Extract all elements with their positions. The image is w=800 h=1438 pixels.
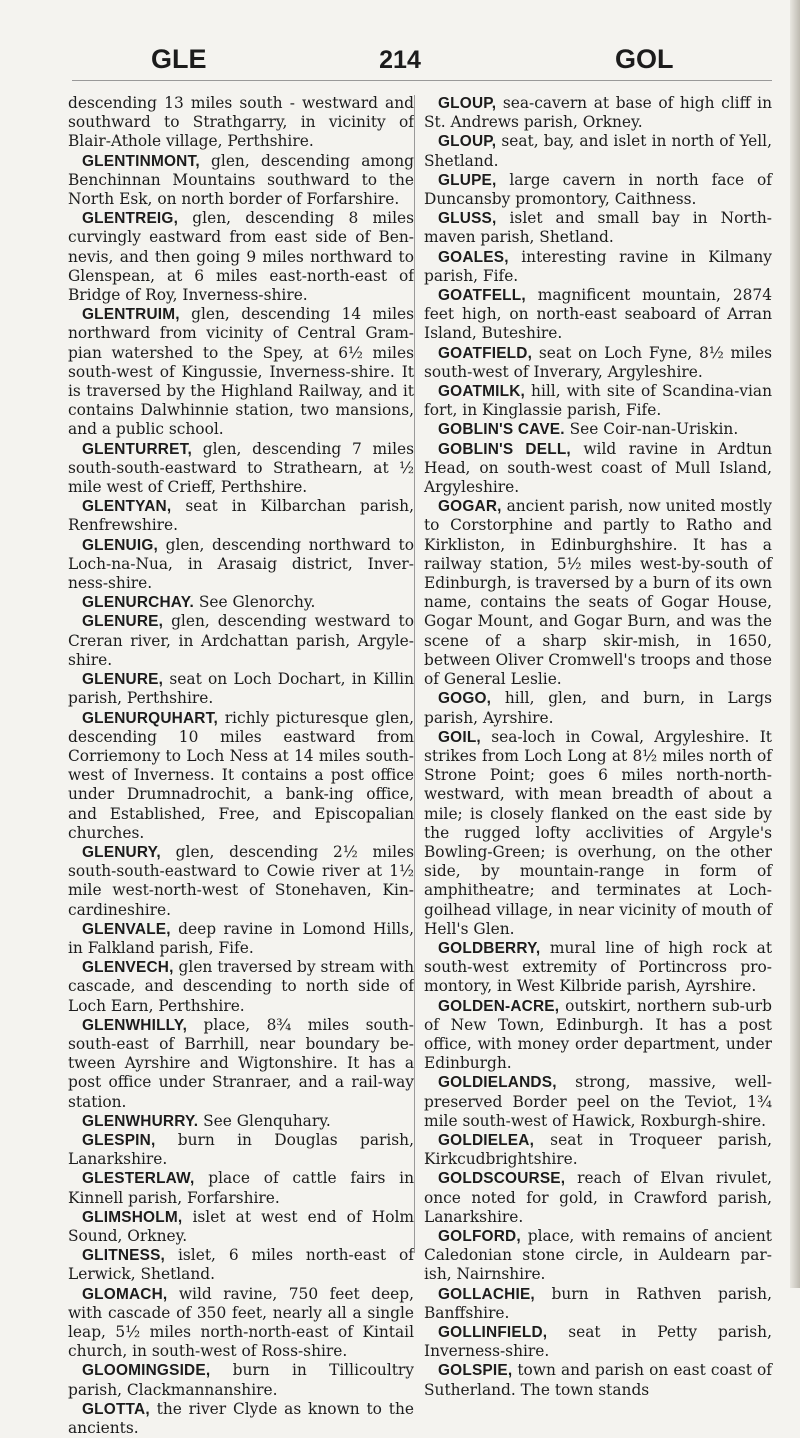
dictionary-entry xyxy=(424,1227,772,1285)
entry-text: burn in Tillicoultry parish, Clackmannanshire. xyxy=(68,1361,414,1399)
entry-text: glen, descending 2½ miles south-south-eastward to Cowie river at 1½ mile west-north-west of Stonehaven, Kin-cardineshire. xyxy=(68,842,414,919)
dictionary-entry xyxy=(424,209,772,247)
dictionary-entry xyxy=(68,612,414,670)
dictionary-entry xyxy=(424,94,772,132)
dictionary-entry xyxy=(424,132,772,170)
entry-text: glen, descending 8 miles curvingly eastward from east side of Ben-nevis, and then going 9 miles northward to Glenspean, at 6 miles east-north-east of Bridge of Roy, Inverness-shire. xyxy=(68,209,414,305)
entry-headword: GLENURE, xyxy=(82,671,164,689)
entry-headword: GOATFIELD, xyxy=(438,344,533,362)
entry-text: See Glenorchy. xyxy=(193,593,316,612)
dictionary-entry xyxy=(424,1323,772,1361)
header-left-guide-word: GLE xyxy=(151,44,207,74)
entry-headword: GLOTTA, xyxy=(82,1400,150,1418)
entry-text: glen traversed by stream with cascade, and descending to north side of Loch Earn, Perthshire. xyxy=(68,958,414,1015)
dictionary-entry xyxy=(68,497,414,535)
entry-headword: GLENTREIG, xyxy=(82,210,179,228)
dictionary-entry xyxy=(68,1169,414,1207)
dictionary-entry xyxy=(68,958,414,1016)
entry-text: ancient parish, now united mostly to Corstorphine and partly to Ratho and Kirkliston, in Edinburghshire. It has a railway station, 5½ miles west-by-south of Edinburgh, is traversed by a burn of its own name, contains the seats of Gogar House, Gogar Mount, and Gogar Burn, and was the scene of a sharp skir-mish, in 1650, between Oliver Cromwell's troops and those of General Leslie. xyxy=(424,497,772,689)
dictionary-entry xyxy=(68,1131,414,1169)
entry-headword: GLENWHILLY, xyxy=(82,1016,188,1034)
entry-text: burn in Douglas parish, Lanarkshire. xyxy=(68,1130,414,1169)
entry-text: richly picturesque glen, descending 10 miles eastward from Corriemony to Loch Ness at 14 miles south-west of Inverness. It contains a post office under Drumnadrochit, a bank-ing office, and Established, Free, and Episcopalian churches. xyxy=(68,708,414,842)
entry-headword: GOGO, xyxy=(438,690,492,708)
entry-text: mural line of high rock at south-west extremity of Portincross pro-montory, in West Kilbride parish, Ayrshire. xyxy=(424,938,772,996)
page-number: 214 xyxy=(379,46,421,74)
dictionary-entry xyxy=(68,1246,414,1284)
header-rule xyxy=(72,80,772,81)
entry-text: interesting ravine in Kilmany parish, Fife. xyxy=(424,247,772,285)
entry-text: magnificent mountain, 2874 feet high, on north-east seaboard of Arran Island, Buteshire. xyxy=(424,286,772,343)
entry-headword: GLIMSHOLM, xyxy=(82,1208,183,1226)
dictionary-entry xyxy=(68,709,414,843)
entry-headword: GOALES, xyxy=(438,248,509,266)
dictionary-entry xyxy=(424,344,772,382)
entry-text: islet at west end of Holm Sound, Orkney. xyxy=(68,1207,414,1245)
entry-headword: GLOOMINGSIDE, xyxy=(82,1362,211,1380)
left-column xyxy=(68,94,414,1438)
entry-text: town and parish on east coast of Sutherland. The town stands xyxy=(424,1361,772,1399)
dictionary-entry xyxy=(68,536,414,594)
entry-text: wild ravine, 750 feet deep, with cascade of 350 feet, nearly all a single leap, 5½ miles north-north-east of Kintail church, in south-west of Ross-shire. xyxy=(68,1284,414,1361)
dictionary-entry xyxy=(424,1361,772,1399)
entry-text: seat on Loch Dochart, in Killin parish, Perthshire. xyxy=(68,670,414,708)
entry-headword: GLENURY, xyxy=(82,843,161,861)
entry-headword: GOLDBERRY, xyxy=(438,939,541,957)
dictionary-entry xyxy=(424,997,772,1074)
entry-headword: GOLSPIE, xyxy=(438,1362,513,1380)
entry-text: the river Clyde as known to the ancients. xyxy=(68,1399,414,1438)
dictionary-entry xyxy=(424,497,772,689)
entry-headword: GLOUP, xyxy=(438,95,497,112)
dictionary-entry xyxy=(424,286,772,344)
entry-headword: GLENVALE, xyxy=(82,920,171,938)
dictionary-entry xyxy=(68,1285,414,1362)
entry-headword: GLENUIG, xyxy=(82,536,158,554)
entry-text: place of cattle fairs in Kinnell parish, Forfarshire. xyxy=(68,1169,414,1207)
dictionary-entry xyxy=(424,382,772,420)
dictionary-entry xyxy=(68,670,414,708)
entry-text: outskirt, northern sub-urb of New Town, Edinburgh. It has a post office, with money order department, under Edinburgh. xyxy=(424,996,772,1073)
entry-headword: GOATMILK, xyxy=(438,383,526,401)
entry-headword: GOLDIELEA, xyxy=(438,1131,535,1149)
dictionary-entry xyxy=(68,1361,414,1399)
entry-text: islet and small bay in North-maven parish, Shetland. xyxy=(424,209,772,247)
entry-text: glen, descending among Benchinnan Mountains southward to the North Esk, on north border of Forfarshire. xyxy=(68,151,414,209)
entry-text: burn in Rathven parish, Banffshire. xyxy=(424,1284,772,1322)
entry-headword: GLUSS, xyxy=(438,210,497,228)
entry-headword: GLENTURRET, xyxy=(82,440,192,458)
entry-headword: GOLDEN-ACRE, xyxy=(438,997,560,1015)
entry-headword: GLESTERLAW, xyxy=(82,1170,195,1188)
entry-headword: GLESPIN, xyxy=(82,1131,156,1149)
entry-headword: GLOMACH, xyxy=(82,1285,168,1303)
entry-headword: GOGAR, xyxy=(438,498,502,516)
entry-text: hill, glen, and burn, in Largs parish, Ayrshire. xyxy=(424,689,772,727)
entry-text: sea-cavern at base of high cliff in St. Andrews parish, Orkney. xyxy=(424,94,772,132)
dictionary-entry xyxy=(68,152,414,210)
entry-text: seat in Petty parish, Inverness-shire. xyxy=(424,1323,772,1361)
entry-text: seat on Loch Fyne, 8½ miles south-west of Inverary, Argyleshire. xyxy=(424,343,772,381)
dictionary-entry xyxy=(424,1073,772,1131)
entry-headword: GLENWHURRY. xyxy=(82,1112,199,1130)
entry-headword: GLOUP, xyxy=(438,133,497,151)
entry-text: strong, massive, well-preserved Border peel on the Teviot, 1¾ mile south-west of Hawick, Roxburgh-shire. xyxy=(424,1073,772,1130)
entry-text: glen, descending northward to Loch-na-Nua, in Arasaig district, Inver-ness-shire. xyxy=(68,535,414,593)
entry-text: place, with remains of ancient Caledonian stone circle, in Auldearn par-ish, Nairnshire. xyxy=(424,1226,772,1284)
dictionary-entry xyxy=(68,305,414,439)
entry-headword: GOLDIELANDS, xyxy=(438,1074,557,1092)
entry-headword: GOIL, xyxy=(438,728,481,746)
entry-headword: GOLLACHIE, xyxy=(438,1285,535,1303)
dictionary-entry xyxy=(68,1208,414,1246)
entry-headword: GLENURCHAY. xyxy=(82,594,194,612)
entry-headword: GOATFELL, xyxy=(438,287,526,305)
entry-text: large cavern in north face of Duncansby promontory, Caithness. xyxy=(424,170,772,209)
entry-text: wild ravine in Ardtun Head, on south-west coast of Mull Island, Argyleshire. xyxy=(424,439,772,497)
entry-headword: GLENURQUHART, xyxy=(82,709,218,727)
dictionary-entry xyxy=(68,1016,414,1112)
dictionary-entry xyxy=(424,1169,772,1227)
entry-text: hill, with site of Scandina-vian fort, in Kinglassie parish, Fife. xyxy=(424,382,772,420)
entry-headword: GLITNESS, xyxy=(82,1247,166,1265)
dictionary-entry xyxy=(68,920,414,958)
dictionary-entry xyxy=(68,209,414,305)
entry-text: See Coir-nan-Uriskin. xyxy=(564,420,739,439)
entry-text: seat in Kilbarchan parish, Renfrewshire. xyxy=(68,497,414,535)
entry-headword: GLENVECH, xyxy=(82,959,174,977)
dictionary-entry xyxy=(68,843,414,920)
entry-text: seat, bay, and islet in north of Yell, Shetland. xyxy=(424,132,772,170)
entry-headword: GOLDSCOURSE, xyxy=(438,1170,566,1188)
page-edge xyxy=(790,0,800,1288)
entry-text: glen, descending 7 miles south-south-eastward to Strathearn, at ½ mile west of Crieff, Perthshire. xyxy=(68,439,414,497)
dictionary-entry xyxy=(424,939,772,997)
entry-text: place, 8¾ miles south-south-east of Barrhill, near boundary be-tween Ayrshire and Wigtonshire. It has a post office under Stranraer, and a rail-way station. xyxy=(68,1015,414,1111)
dictionary-entry xyxy=(424,420,772,439)
entry-headword: GLENTRUIM, xyxy=(82,306,180,324)
entry-headword: GLENTYAN, xyxy=(82,498,172,516)
dictionary-entry xyxy=(424,728,772,939)
header-right-guide-word: GOL xyxy=(615,44,674,74)
entry-text: deep ravine in Lomond Hills, in Falkland parish, Fife. xyxy=(68,919,414,957)
running-header xyxy=(0,44,800,84)
dictionary-entry xyxy=(68,94,414,152)
dictionary-entry xyxy=(424,171,772,209)
entry-text: glen, descending 14 miles northward from vicinity of Central Gram-pian watershed to the Spey, at 6½ miles south-west of Kingussie, Inverness-shire. It is traversed by the Highland Railway, and it contains Dalwhinnie station, two mansions, and a public school. xyxy=(68,305,414,439)
dictionary-entry xyxy=(68,1400,414,1438)
right-column xyxy=(424,94,772,1400)
dictionary-entry xyxy=(68,440,414,498)
dictionary-entry xyxy=(68,593,414,612)
dictionary-entry xyxy=(424,440,772,498)
entry-text: islet, 6 miles north-east of Lerwick, Shetland. xyxy=(68,1246,414,1284)
entry-headword: GLUPE, xyxy=(438,171,497,189)
dictionary-entry xyxy=(424,689,772,727)
entry-text: sea-loch in Cowal, Argyleshire. It strikes from Loch Long at 8½ miles north of Strone Point; goes 6 miles north-north-westward, with mean breadth of about a mile; is closely flanked on the east side by the rugged lofty acclivities of Argyle's Bowling-Green; is overhung, on the other side, by mountain-range in form of amphitheatre; and terminates at Loch-goilhead village, in near vicinity of mouth of Hell's Glen. xyxy=(424,727,772,938)
dictionary-entry xyxy=(424,1131,772,1169)
entry-text: seat in Troqueer parish, Kirkcudbrightshire. xyxy=(424,1130,772,1169)
entry-text: See Glenquhary. xyxy=(198,1111,331,1130)
dictionary-entry xyxy=(424,248,772,286)
entry-headword: GLENTINMONT, xyxy=(82,152,200,170)
column-separator xyxy=(414,95,415,1253)
entry-text: glen, descending westward to Creran river, in Ardchattan parish, Argyle-shire. xyxy=(68,612,414,669)
dictionary-entry xyxy=(68,1112,414,1131)
entry-headword: GOLFORD, xyxy=(438,1227,521,1245)
entry-headword: GOBLIN'S DELL, xyxy=(438,440,571,458)
dictionary-entry xyxy=(424,1285,772,1323)
entry-text: descending 13 miles south - westward and southward to Strathgarry, in vicinity of Blair-Athole village, Perthshire. xyxy=(68,94,414,151)
entry-headword: GLENURE, xyxy=(82,613,164,631)
entry-headword: GOBLIN'S CAVE. xyxy=(438,421,565,439)
entry-text: reach of Elvan rivulet, once noted for gold, in Crawford parish, Lanarkshire. xyxy=(424,1169,772,1226)
entry-headword: GOLLINFIELD, xyxy=(438,1324,548,1341)
